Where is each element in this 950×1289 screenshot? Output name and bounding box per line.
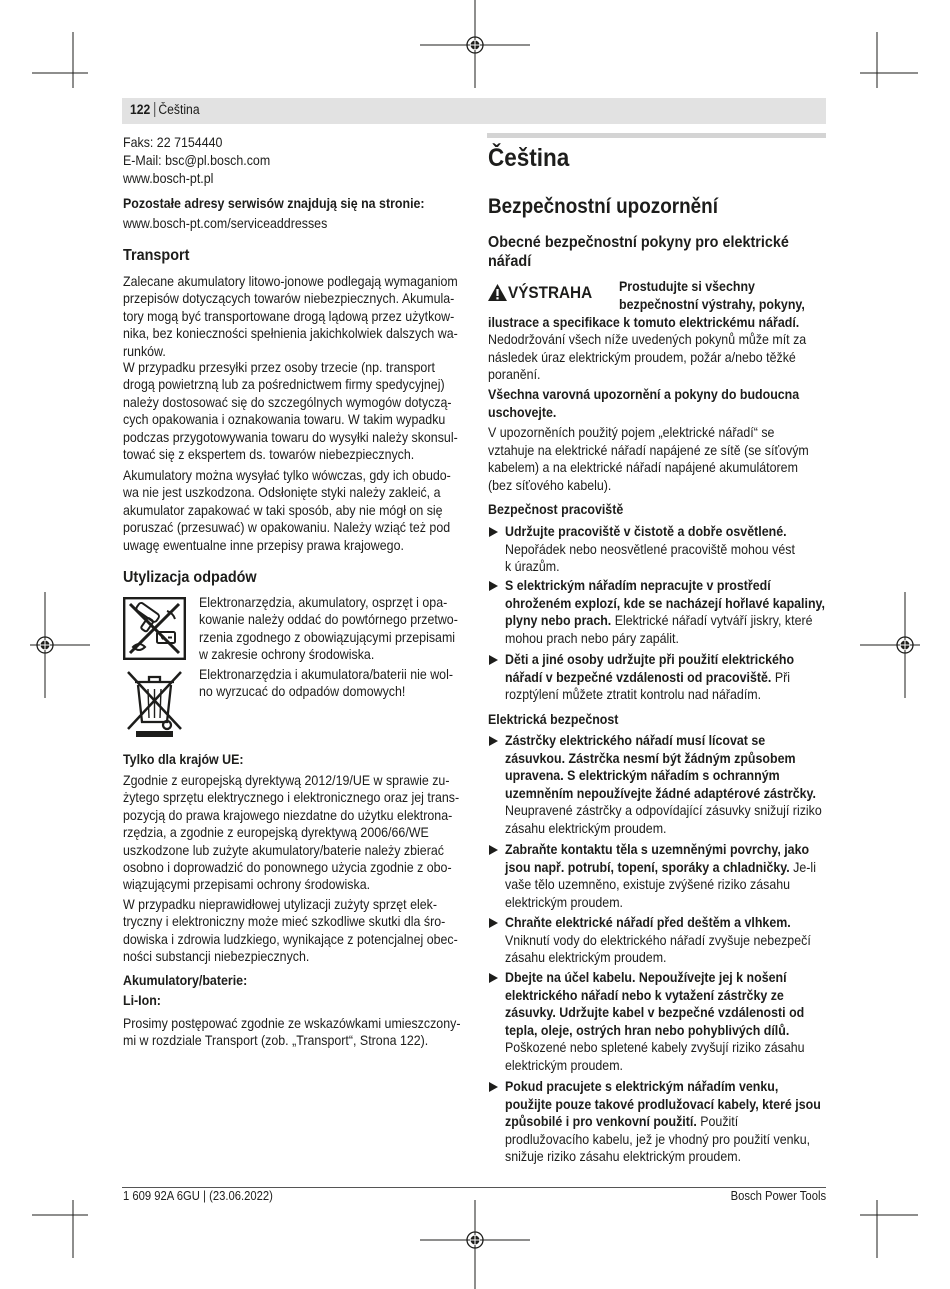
text-line bbox=[505, 577, 825, 595]
text-line: rzenia zgodnego z obowiązującymi przepisami bbox=[199, 629, 456, 645]
warning-intro bbox=[619, 278, 805, 314]
bullet-arrow-icon bbox=[489, 845, 498, 855]
footer-rule bbox=[122, 1187, 826, 1188]
bold-text: Pokud pracujete s elektrickým nářadím venku, bbox=[505, 1079, 779, 1094]
service-addresses-url: www.bosch-pt.com/serviceaddresses bbox=[123, 216, 328, 231]
bold-text: uzemněním nepoužívejte žádné adaptérové zástrčky. bbox=[505, 785, 816, 801]
bold-text: způsobilé i pro venkovní použití. bbox=[505, 1114, 697, 1130]
warning-paragraph bbox=[488, 331, 806, 384]
liion-heading: Li-Ion: bbox=[123, 993, 161, 1008]
safety-item bbox=[505, 969, 805, 1075]
text-line bbox=[505, 914, 811, 932]
bold-text: zásuvkou. Zástrčka nesmí být žádným způsobem bbox=[505, 750, 796, 766]
text-line: akumulator zapakować w taki sposób, aby nie mógł on się bbox=[123, 502, 443, 518]
text-line: V upozorněních použitý pojem „elektrické nářadí“ se bbox=[488, 425, 775, 440]
term-definition bbox=[488, 424, 809, 494]
text-line: pozycją do prawa krajowego niezdatne do użytku elektrona- bbox=[123, 807, 453, 823]
bold-text: Děti a jiné osoby udržujte při použití elektrického bbox=[505, 652, 795, 667]
bold-text: Zástrčky elektrického nářadí musí lícovat se bbox=[505, 733, 766, 748]
text-line bbox=[505, 1039, 805, 1057]
transport-paragraph-1 bbox=[123, 273, 458, 360]
header-language: Čeština bbox=[154, 102, 200, 117]
text-line: poranění. bbox=[488, 367, 541, 383]
disposal-paragraph-1 bbox=[199, 594, 458, 664]
text-line: W przypadku przesyłki przez osoby trzecie (np. transport bbox=[123, 360, 435, 375]
normal-text: vaše tělo uzemněno, existuje zvýšené riziko zásahu bbox=[505, 877, 791, 893]
text-line: www.bosch-pt.pl bbox=[123, 171, 214, 186]
transport-paragraph-2 bbox=[123, 359, 458, 463]
text-line: E-Mail: bsc@pl.bosch.com bbox=[123, 153, 271, 168]
disposal-paragraph-2 bbox=[199, 666, 453, 701]
bold-text: použijte pouze takové prodlužovací kabely, které jsou bbox=[505, 1096, 821, 1112]
text-line: tować się z ekspertem ds. towarów niebezpiecznych. bbox=[123, 447, 415, 463]
text-line bbox=[505, 541, 795, 559]
text-line: tryczny i elektroniczny może mieć szkodliwe skutki dla śro- bbox=[123, 914, 446, 930]
normal-text: Při bbox=[771, 669, 791, 685]
bold-text: plyny nebo prach. bbox=[505, 613, 612, 629]
keep-instructions bbox=[488, 386, 799, 421]
bold-text: S elektrickým nářadím nepracujte v prostředí bbox=[505, 578, 771, 593]
page-number: 122 bbox=[130, 102, 151, 117]
crossed-out-bin-icon bbox=[123, 668, 186, 738]
text-line: kabelem) a na elektrické nářadí napájené akumulátorem bbox=[488, 460, 798, 476]
bullet-arrow-icon bbox=[489, 527, 498, 537]
text-line: żytego sprzętu elektrycznego i elektronicznego oraz jej trans- bbox=[123, 790, 460, 806]
text-line bbox=[505, 1096, 821, 1114]
document-number: 1 609 92A 6GU | (23.06.2022) bbox=[123, 1189, 273, 1203]
text-line: osobno i doprowadzić do ponownego użycia zgodnie z obo- bbox=[123, 860, 452, 876]
normal-text: elektrickým proudem. bbox=[505, 1057, 624, 1073]
tool-disposal-icon bbox=[123, 597, 186, 660]
text-line: cych opakowania i oznakowania towaru. W takim wypadku bbox=[123, 412, 446, 428]
bold-text: zásuvky. Udržujte kabel v bezpečné vzdálenosti od bbox=[505, 1005, 805, 1021]
safety-heading: Bezpečnostní upozornění bbox=[488, 195, 718, 218]
normal-text: elektrickým proudem. bbox=[505, 894, 624, 910]
text-line: należy dostosować się do szczególnych wymogów dotyczą- bbox=[123, 394, 452, 410]
general-safety-heading bbox=[488, 233, 789, 271]
safety-item bbox=[505, 841, 816, 911]
text-line: uwagę ewentualne inne przepisy prawa krajowego. bbox=[123, 537, 404, 553]
normal-text: Použití bbox=[696, 1114, 739, 1130]
normal-text: Elektrické nářadí vytváří jiskry, které bbox=[611, 613, 813, 629]
normal-text: Je-li bbox=[789, 859, 816, 875]
text-line bbox=[505, 1057, 805, 1075]
normal-text: k úrazům. bbox=[505, 559, 560, 575]
bold-text: Chraňte elektrické nářadí před deštěm a vlhkem. bbox=[505, 915, 791, 930]
text-line: nářadí bbox=[488, 253, 532, 270]
text-line bbox=[505, 767, 822, 785]
liion-paragraph bbox=[123, 1015, 460, 1050]
bullet-arrow-icon bbox=[489, 1082, 498, 1092]
batteries-heading: Akumulatory/baterie: bbox=[123, 973, 248, 988]
text-line bbox=[505, 820, 822, 838]
text-line: no wyrzucać do odpadów domowych! bbox=[199, 684, 406, 700]
text-line bbox=[505, 1078, 821, 1096]
text-line bbox=[505, 785, 822, 803]
eu-paragraph-2 bbox=[123, 896, 458, 966]
text-line: W przypadku nieprawidłowej utylizacji zużyty sprzęt elek- bbox=[123, 897, 438, 912]
text-line bbox=[505, 969, 805, 987]
text-line: rzędzia, a zgodnie z europejską dyrektywą 2006/66/WE bbox=[123, 825, 429, 841]
safety-item bbox=[505, 732, 822, 838]
bold-text: Zabraňte kontaktu těla s uzemněnými povrchy, jako bbox=[505, 842, 810, 857]
normal-text: snižuje riziko zásahu elektrickým proudem. bbox=[505, 1149, 742, 1165]
page-title: Čeština bbox=[488, 144, 570, 172]
text-line: Faks: 22 7154440 bbox=[123, 135, 223, 150]
normal-text: zásahu elektrickým proudem. bbox=[505, 820, 667, 836]
text-line: poruszać (przesuwać) w opakowaniu. Należy wziąć też pod bbox=[123, 520, 451, 536]
text-line bbox=[505, 686, 794, 704]
header-bar bbox=[122, 98, 826, 124]
eu-heading: Tylko dla krajów UE: bbox=[123, 752, 244, 767]
bold-text: elektrického nářadí nebo k vytažení zástrčky ze bbox=[505, 987, 784, 1003]
normal-text: Poškozené nebo spletené kabely zvyšují riziko zásahu bbox=[505, 1040, 805, 1056]
text-line bbox=[505, 949, 811, 967]
text-line bbox=[505, 1004, 805, 1022]
running-header bbox=[130, 102, 200, 118]
text-line: uschovejte. bbox=[488, 404, 557, 420]
text-line: przepisów dotyczących towarów niebezpiecznych. Akumula- bbox=[123, 291, 455, 307]
text-line bbox=[505, 669, 794, 687]
brand-name: Bosch Power Tools bbox=[730, 1189, 826, 1203]
text-line bbox=[505, 651, 794, 669]
normal-text: zásahu elektrickým proudem. bbox=[505, 950, 667, 966]
normal-text: rozptýlení můžete ztratit kontrolu nad nářadím. bbox=[505, 687, 762, 703]
text-line: drogą powietrzną lub za pośrednictwem firmy spedycyjnej) bbox=[123, 377, 445, 393]
text-line bbox=[505, 595, 825, 613]
workplace-safety-heading: Bezpečnost pracoviště bbox=[488, 502, 624, 517]
safety-item bbox=[505, 1078, 821, 1166]
text-line bbox=[505, 841, 816, 859]
warning-intro-continued: ilustrace a specifikace k tomuto elektrickému nářadí. bbox=[488, 315, 800, 330]
text-line: následek úraz elektrickým proudem, požár a/nebo těžké bbox=[488, 349, 796, 365]
text-line bbox=[505, 932, 811, 950]
safety-item bbox=[505, 523, 795, 576]
text-line bbox=[505, 1148, 821, 1166]
bullet-arrow-icon bbox=[489, 973, 498, 983]
text-line: kowanie należy oddać do powtórnego przetwo- bbox=[199, 612, 458, 628]
text-line bbox=[505, 987, 805, 1005]
text-line: dowiska i zdrowia ludzkiego, wynikające z potencjalnej obec- bbox=[123, 931, 458, 947]
text-line: wa nie jest uszkodzona. Odsłonięte styki należy zakleić, a bbox=[123, 485, 441, 501]
text-line: tory mogą być transportowane drogą lądową przez użytkow- bbox=[123, 308, 455, 324]
bold-text: upravena. S elektrickým nářadím s ochranným bbox=[505, 768, 780, 784]
normal-text: Nepořádek nebo neosvětlené pracoviště mohou vést bbox=[505, 541, 795, 557]
normal-text: Vniknutí vody do elektrického nářadí zvyšuje nebezpečí bbox=[505, 932, 811, 948]
text-line: runków. bbox=[123, 343, 166, 359]
transport-paragraph-3 bbox=[123, 467, 451, 554]
text-line: wiązującymi przepisami ochrony środowiska. bbox=[123, 877, 371, 893]
text-line bbox=[505, 630, 825, 648]
disposal-heading: Utylizacja odpadów bbox=[123, 569, 257, 586]
text-line: Všechna varovná upozornění a pokyny do budoucna bbox=[488, 387, 800, 402]
text-line: w zakresie ochrony środowiska. bbox=[199, 647, 375, 663]
text-line: bezpečnostní výstrahy, pokyny, bbox=[619, 297, 805, 312]
bullet-arrow-icon bbox=[489, 918, 498, 928]
bullet-arrow-icon bbox=[489, 581, 498, 591]
text-line bbox=[505, 1131, 821, 1149]
text-line bbox=[505, 558, 795, 576]
eu-paragraph-1 bbox=[123, 772, 459, 894]
text-line: Obecné bezpečnostní pokyny pro elektrické bbox=[488, 234, 789, 251]
text-line bbox=[505, 802, 822, 820]
bold-text: ohroženém explozí, kde se nacházejí hořlavé kapaliny, bbox=[505, 595, 825, 611]
text-line bbox=[505, 894, 816, 912]
text-line bbox=[505, 612, 825, 630]
text-line: mi w rozdziale Transport (zob. „Transport“, Strona 122). bbox=[123, 1033, 429, 1049]
section-rule bbox=[487, 133, 826, 138]
text-line: Prostudujte si všechny bbox=[619, 279, 755, 294]
text-line: uszkodzone lub zużyte akumulatory/baterie należy zbierać bbox=[123, 842, 444, 858]
service-addresses-label: Pozostałe adresy serwisów znajdują się na stronie: bbox=[123, 196, 425, 211]
electrical-safety-heading: Elektrická bezpečnost bbox=[488, 712, 619, 727]
bold-text: jsou např. potrubí, topení, sporáky a chladničky. bbox=[505, 859, 790, 875]
text-line: Nedodržování všech níže uvedených pokynů může mít za bbox=[488, 332, 807, 347]
text-line: Zgodnie z europejską dyrektywą 2012/19/UE w sprawie zu- bbox=[123, 773, 450, 788]
text-line: nika, bez konieczności spełnienia jakichkolwiek dalszych wa- bbox=[123, 326, 458, 342]
text-line: (bez síťového kabelu). bbox=[488, 477, 612, 493]
text-line bbox=[505, 1113, 821, 1131]
text-line: Elektronarzędzia i akumulatora/baterii nie wol- bbox=[199, 667, 453, 682]
normal-text: prodlužovacího kabelu, jež je vhodný pro použití venku, bbox=[505, 1131, 811, 1147]
text-line bbox=[505, 750, 822, 768]
contact-info bbox=[123, 134, 270, 188]
bold-text: nářadí v bezpečné vzdálenosti od pracoviště. bbox=[505, 669, 772, 685]
bullet-arrow-icon bbox=[489, 655, 498, 665]
text-line: podczas przygotowywania towaru do wysyłki należy skonsul- bbox=[123, 429, 458, 445]
transport-heading: Transport bbox=[123, 247, 190, 264]
warning-triangle-icon bbox=[488, 284, 507, 301]
bullet-arrow-icon bbox=[489, 736, 498, 746]
bold-text: Udržujte pracoviště v čistotě a dobře osvětlené. bbox=[505, 524, 787, 539]
text-line: vztahuje na elektrické nářadí napájené ze sítě (se síťovým bbox=[488, 442, 809, 458]
normal-text: mohou prach nebo páry zapálit. bbox=[505, 630, 679, 646]
normal-text: Neupravené zástrčky a odpovídající zásuvky snižují riziko bbox=[505, 803, 822, 819]
text-line bbox=[505, 1022, 805, 1040]
bold-text: Dbejte na účel kabelu. Nepoužívejte jej k nošení bbox=[505, 970, 787, 985]
text-line: Elektronarzędzia, akumulatory, osprzęt i opa- bbox=[199, 595, 448, 610]
safety-item bbox=[505, 577, 825, 647]
warning-label: VÝSTRAHA bbox=[508, 283, 593, 302]
text-line: Prosimy postępować zgodnie ze wskazówkami umieszczony- bbox=[123, 1016, 461, 1031]
text-line: Akumulatory można wysyłać tylko wówczas, gdy ich obudo- bbox=[123, 468, 451, 483]
text-line bbox=[505, 876, 816, 894]
safety-item bbox=[505, 651, 794, 704]
text-line bbox=[505, 732, 822, 750]
safety-item bbox=[505, 914, 811, 967]
text-line: ności substancji niebezpiecznych. bbox=[123, 949, 310, 965]
text-line: Zalecane akumulatory litowo-jonowe podlegają wymaganiom bbox=[123, 274, 458, 289]
text-line bbox=[505, 523, 795, 541]
text-line bbox=[505, 859, 816, 877]
bold-text: tepla, oleje, ostrých hran nebo pohyblivých dílů. bbox=[505, 1022, 790, 1038]
